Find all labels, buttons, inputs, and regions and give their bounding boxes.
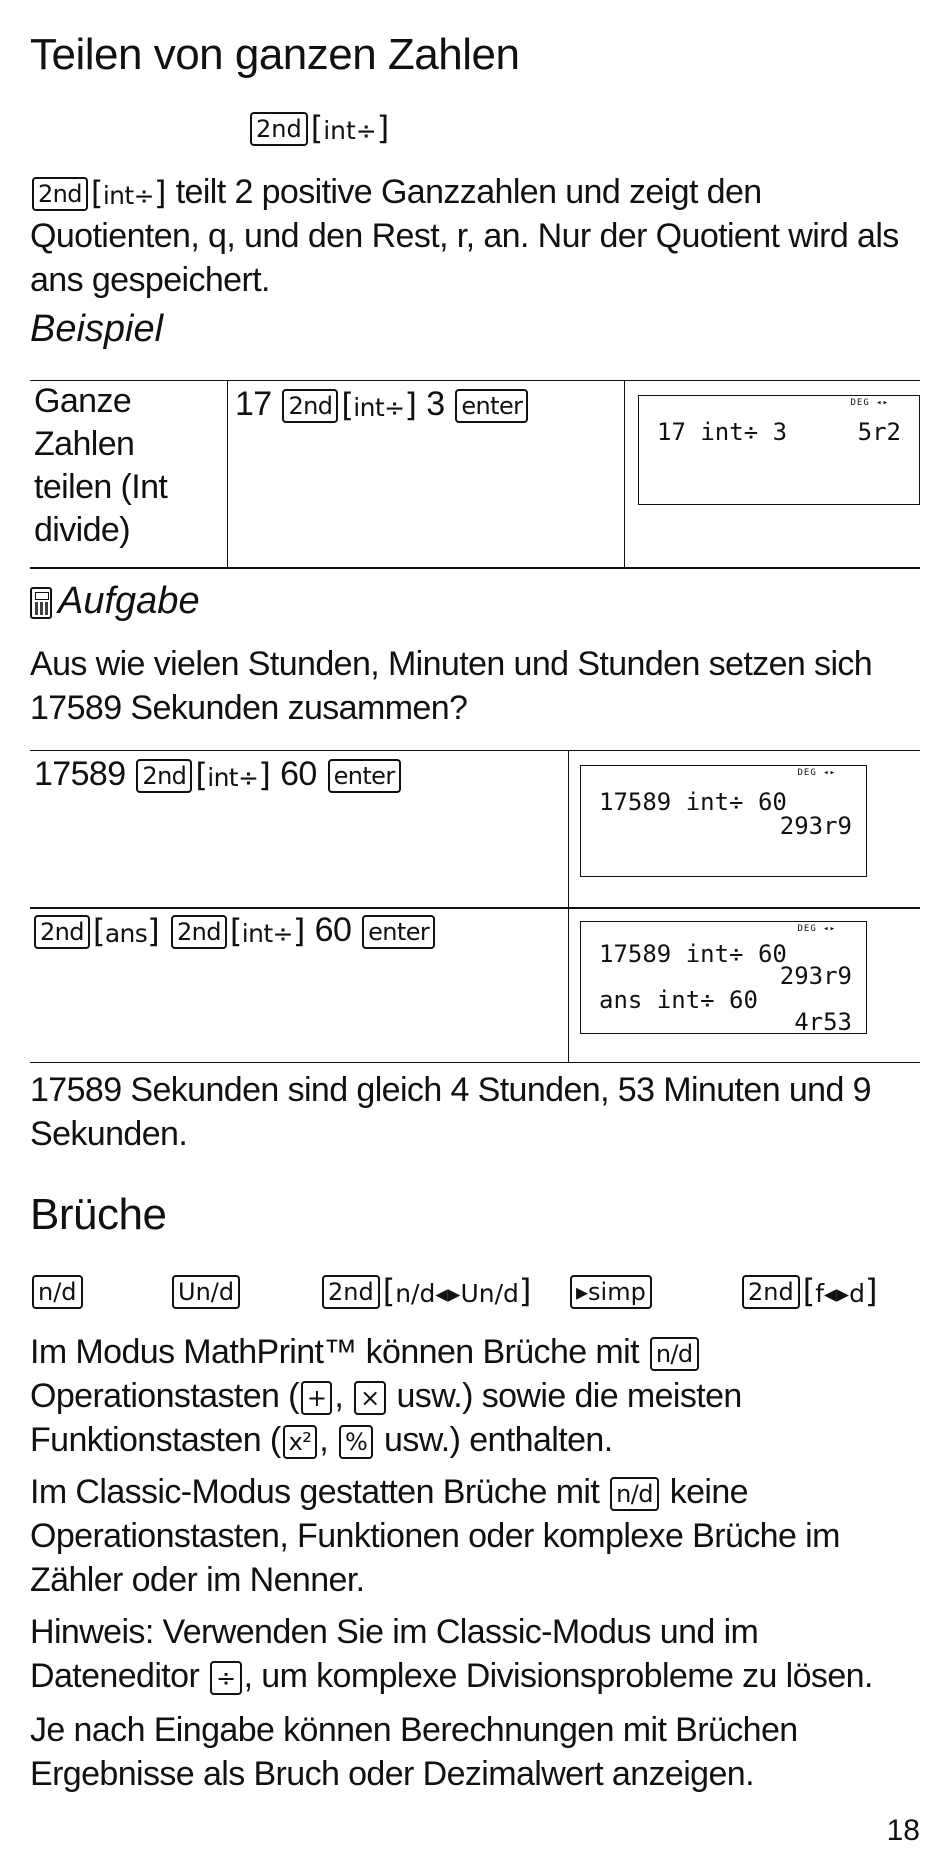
- key-int-divide: [ int÷ ]: [195, 760, 270, 793]
- text: usw.) enthalten.: [384, 1421, 613, 1459]
- paragraph: [30, 1610, 930, 1698]
- key-fraction: n/d: [610, 1477, 659, 1511]
- description-line: Quotienten, q, und den Rest, r, an. Nur der Quotient wird als: [30, 217, 899, 255]
- example-label: [34, 380, 224, 552]
- key-2nd: 2nd: [34, 915, 90, 949]
- screen-entry: 17 int÷ 3: [657, 418, 788, 446]
- key-2nd: 2nd: [322, 1275, 380, 1309]
- screen-indicators: DEG ◂▸: [797, 768, 836, 778]
- task-line: 17589 Sekunden zusammen?: [30, 689, 468, 727]
- text: usw.) sowie die meisten: [396, 1377, 742, 1415]
- text: Operationstasten, Funktionen oder komplexe Brüche im: [30, 1517, 840, 1555]
- screen-indicators: DEG ◂▸: [850, 398, 889, 408]
- text: Zähler oder im Nenner.: [30, 1561, 365, 1599]
- screen-entry: 17589 int÷ 60: [599, 788, 787, 816]
- key-2nd: 2nd: [32, 177, 88, 211]
- section-title: Brüche: [30, 1190, 167, 1239]
- text: Im Modus MathPrint™ können Brüche mit: [30, 1333, 639, 1371]
- key-square: x²: [283, 1425, 318, 1459]
- key-enter: enter: [362, 915, 435, 949]
- calculator-screen: [638, 395, 920, 505]
- key-ans: [ ans ]: [93, 916, 159, 949]
- screen-result: 293r9: [779, 812, 852, 840]
- key-sequence: [248, 112, 390, 146]
- screen-result: 293r9: [779, 962, 852, 990]
- key-plus: +: [301, 1381, 333, 1415]
- label-line: Ganze: [34, 382, 132, 420]
- key-2nd: 2nd: [250, 112, 308, 146]
- key-percent: %: [339, 1425, 373, 1459]
- label-line: teilen (Int: [34, 468, 168, 506]
- input-number: 60: [280, 755, 317, 793]
- text: , um komplexe Divisionsprobleme zu lösen.: [243, 1657, 873, 1695]
- key-int-divide: [ int÷ ]: [91, 178, 166, 211]
- key-f-to-d: [ f◂▸d ]: [803, 1276, 878, 1309]
- conclusion-line: Sekunden.: [30, 1115, 188, 1153]
- text: Funktionstasten (: [30, 1421, 281, 1459]
- text: Im Classic-Modus gestatten Brüche mit: [30, 1473, 600, 1511]
- screen-result: 5r2: [857, 418, 901, 446]
- key-times: ×: [354, 1381, 386, 1415]
- key-2nd: 2nd: [742, 1275, 800, 1309]
- key-enter: enter: [455, 389, 528, 423]
- task-line: Aus wie vielen Stunden, Minuten und Stunden setzen sich: [30, 645, 873, 683]
- description-line: ans gespeichert.: [30, 261, 270, 299]
- table-divider: [624, 380, 625, 568]
- text: Je nach Eingabe können Berechnungen mit Brüchen: [30, 1711, 798, 1749]
- text: Ergebnisse als Bruch oder Dezimalwert anzeigen.: [30, 1755, 754, 1793]
- screen-entry: ans int÷ 60: [599, 986, 758, 1014]
- key-convert: [ n/d◂▸Un/d ]: [383, 1276, 532, 1309]
- example-heading: Beispiel: [30, 308, 164, 350]
- task-text: [30, 642, 930, 730]
- table-border: [30, 1062, 920, 1063]
- calculator-icon: [30, 587, 52, 619]
- section-title: Teilen von ganzen Zahlen: [30, 30, 520, 79]
- task-heading: [30, 580, 200, 623]
- task-row2-input: [32, 908, 437, 952]
- text: Operationstasten (: [30, 1377, 299, 1415]
- text: keine: [669, 1473, 748, 1511]
- description: [30, 170, 930, 302]
- task-heading-text: Aufgabe: [58, 580, 200, 622]
- key-fd-combo: [740, 1275, 878, 1309]
- input-number: 60: [314, 911, 352, 949]
- input-number: 17: [235, 385, 272, 423]
- description-text: teilt 2 positive Ganzzahlen und zeigt den: [175, 173, 762, 211]
- key-mixed-fraction: Un/d: [172, 1275, 240, 1309]
- key-int-divide: [ int÷ ]: [230, 916, 305, 949]
- key-enter: enter: [328, 759, 401, 793]
- page-number: 18: [886, 1814, 920, 1847]
- label-line: divide): [34, 511, 130, 549]
- conclusion: [30, 1068, 930, 1156]
- table-border: [30, 567, 920, 569]
- text: Hinweis: Verwenden Sie im Classic-Modus und im: [30, 1613, 759, 1651]
- paragraph: [30, 1470, 930, 1602]
- key-int-divide: [ int÷ ]: [341, 390, 416, 423]
- key-simp: ▸simp: [570, 1275, 652, 1309]
- example-input: [235, 382, 530, 426]
- key-fraction: n/d: [650, 1337, 699, 1371]
- input-number: 17589: [34, 755, 126, 793]
- key-int-divide: [ int÷ ]: [311, 113, 390, 146]
- screen-entry: 17589 int÷ 60: [599, 940, 787, 968]
- key-row: [30, 1275, 920, 1315]
- table-divider: [227, 380, 228, 568]
- table-border: [30, 750, 920, 751]
- key-2nd: 2nd: [171, 915, 227, 949]
- conclusion-line: 17589 Sekunden sind gleich 4 Stunden, 53 Minuten und 9: [30, 1071, 871, 1109]
- text: Dateneditor: [30, 1657, 200, 1695]
- screen-indicators: DEG ◂▸: [797, 924, 836, 934]
- key-fraction: n/d: [32, 1275, 83, 1309]
- label-line: Zahlen: [34, 425, 135, 463]
- key-2nd: 2nd: [136, 759, 192, 793]
- screen-result: 4r53: [794, 1008, 852, 1034]
- paragraph: Im Modus MathPrint™ können Brüche mit n/d Operationstasten ( + , × usw.) sowie die meisten Funktionstasten ( x² , % usw.) enthalten.: [30, 1333, 742, 1459]
- input-number: 3: [426, 385, 445, 423]
- calculator-screen: [580, 765, 867, 877]
- task-row1-input: [34, 752, 403, 796]
- calculator-screen: [580, 921, 867, 1034]
- key-2nd: 2nd: [282, 389, 338, 423]
- paragraph: [30, 1708, 930, 1796]
- key-convert-combo: [320, 1275, 532, 1309]
- key-divide: ÷: [210, 1661, 242, 1695]
